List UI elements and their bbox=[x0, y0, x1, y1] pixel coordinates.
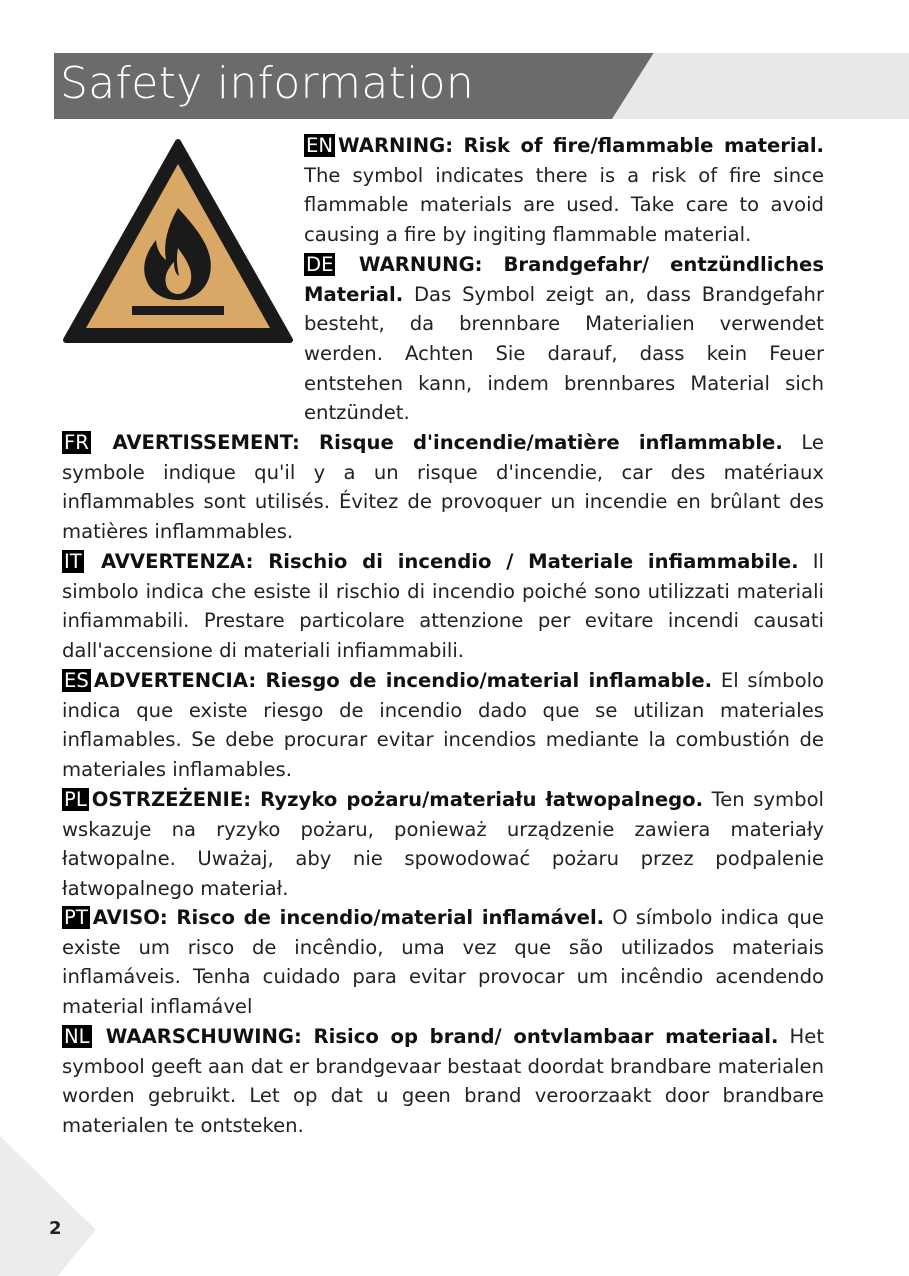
section-heading: AVERTISSEMENT: Risque d'incendie/matière inflammable. bbox=[112, 431, 783, 454]
language-badge: IT bbox=[64, 550, 82, 573]
header-decoration bbox=[612, 53, 909, 119]
language-badge: NL bbox=[64, 1025, 90, 1048]
section-heading: ADVERTENCIA: Riesgo de incendio/material inflamable. bbox=[93, 669, 713, 692]
section-heading: WAARSCHUWING: Risico op brand/ ontvlambaar materiaal. bbox=[105, 1025, 779, 1048]
section-body: Het symbool geeft aan dat er brandgevaar bestaat doordat brandbare materialen worden gebruikt. Let op dat u geen brand veroorzaakt door brandbare materialen te ontsteken. bbox=[62, 1025, 825, 1137]
section-heading: WARNING: Risk of fire/flammable material. bbox=[338, 134, 824, 157]
section-nl bbox=[62, 1022, 824, 1141]
section-heading: AVISO: Risco de incendio/material inflamável. bbox=[92, 906, 605, 929]
section-body: The symbol indicates there is a risk of fire since flammable materials are used. Take care to avoid causing a fire by ingiting flammable material. bbox=[304, 163, 824, 246]
language-badge: DE bbox=[306, 253, 334, 276]
section-heading: WARNUNG: Brandgefahr/ entzündliches Material. bbox=[304, 253, 824, 306]
section-fr bbox=[62, 428, 824, 547]
section-heading: OSTRZEŻENIE: Ryzyko pożaru/materiału łatwopalnego. bbox=[91, 788, 704, 811]
section-body: Il simbolo indica che esiste il rischio di incendio poiché sono utilizzati materiali infiammabili. Prestare particolare attenzione per evitare incendi causati dall'accensione di materiali infiammabili. bbox=[62, 550, 824, 662]
language-badge: EN bbox=[306, 134, 334, 157]
section-pl bbox=[62, 785, 824, 904]
section-body: Le symbole indique qu'il y a un risque d'incendie, car des matériaux inflammables sont utilisés. Évitez de provoquer un incendie en brûlant des matières inflammables. bbox=[62, 431, 824, 543]
page-number: 2 bbox=[49, 1218, 62, 1239]
section-en bbox=[304, 131, 824, 250]
language-badge: ES bbox=[64, 669, 89, 692]
language-badge: FR bbox=[64, 431, 89, 454]
section-body: Ten symbol wskazuje na ryzyko pożaru, ponieważ urządzenie zawiera materiały łatwopalne. Uważaj, aby nie spowodować pożaru przez podpalenie łatwopalnego materiał. bbox=[62, 788, 825, 900]
section-body: Das Symbol zeigt an, dass Brandgefahr besteht, da brennbare Materialien verwendet werden. Achten Sie darauf, dass kein Feuer entstehen kann, indem brennbares Material sich entzündet. bbox=[304, 282, 824, 425]
section-es bbox=[62, 666, 824, 785]
section-it bbox=[62, 547, 824, 666]
language-badge: PT bbox=[64, 906, 88, 929]
section-heading: AVVERTENZA: Rischio di incendio / Materiale infiammabile. bbox=[100, 550, 799, 573]
section-body: El símbolo indica que existe riesgo de incendio dado que se utilizan materiales inflamables. Se debe procurar evitar incendios mediante la combustión de materiales inflamables. bbox=[62, 669, 824, 781]
section-body: O símbolo indica que existe um risco de incêndio, uma vez que são utilizados materiais inflamáveis. Tenha cuidado para evitar provocar um incêndio acendendo material inflamável bbox=[62, 906, 824, 1018]
section-de bbox=[304, 250, 824, 428]
page-corner-decoration bbox=[0, 1136, 96, 1276]
page-title: Safety information bbox=[60, 58, 475, 109]
language-badge: PL bbox=[64, 788, 87, 811]
section-pt bbox=[62, 903, 824, 1022]
flammable-warning-icon bbox=[62, 138, 294, 344]
